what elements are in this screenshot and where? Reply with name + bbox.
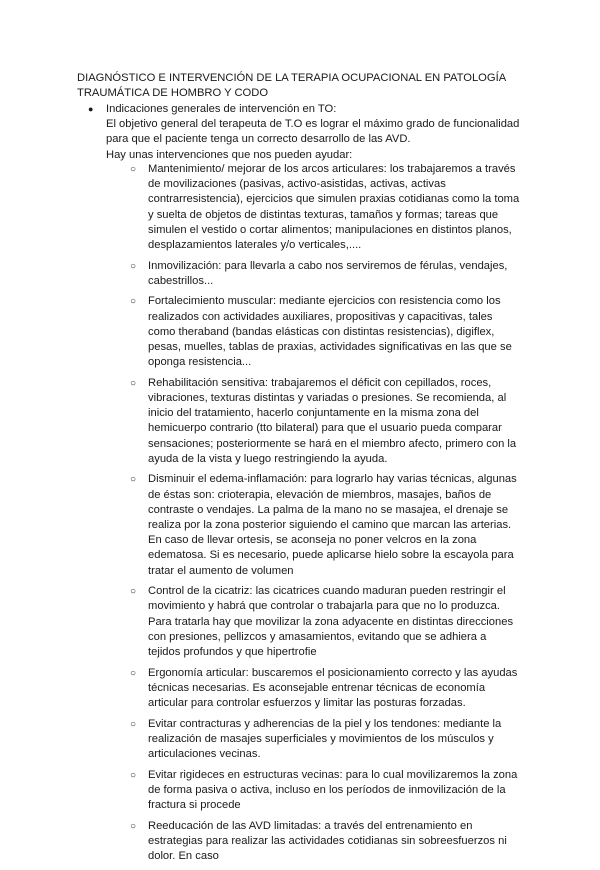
circle-bullet-icon: ○ <box>130 820 137 832</box>
list-item <box>130 376 520 467</box>
circle-bullet-icon: ○ <box>130 377 137 389</box>
list-item-text: Disminuir el edema-inflamación: para lograrlo hay varias técnicas, algunas de éstas son: crioterapia, elevación de miembros, masajes, baños de contraste o vendajes. La palma de la mano no se masajea, el drenaje se realiza por la zona posterior siguiendo el camino que marcan las arterias. <box>148 473 517 532</box>
bullet-icon: ● <box>88 104 94 114</box>
section-heading: Indicaciones generales de intervención en TO: <box>106 103 337 115</box>
section-general-indications <box>88 102 536 163</box>
interventions-list <box>130 162 520 870</box>
list-item <box>130 162 520 253</box>
list-item-text: Mantenimiento/ mejorar de los arcos articulares: los trabajaremos a través de movilizaciones (pasivas, activo-asistidas, activas, activas contrarresistencia), ejercicios que simulen praxias cotidianas como la toma y suelta de objetos de distintas texturas, tamaños y formas; tareas que simulen el vestido o cortar alimentos; manipulaciones en distintos planos, desplazamientos laterales y/o verticales,.... <box>148 163 520 252</box>
list-item-text: Reeducación de las AVD limitadas: a través del entrenamiento en estrategias para realizar las actividades cotidianas sin sobreesfuerzos ni dolor. En caso <box>148 819 507 863</box>
circle-bullet-icon: ○ <box>130 667 137 679</box>
document-title: DIAGNÓSTICO E INTERVENCIÓN DE LA TERAPIA OCUPACIONAL EN PATOLOGÍA TRAUMÁTICA DE HOMBRO Y CODO <box>77 72 506 100</box>
circle-bullet-icon: ○ <box>130 474 137 486</box>
list-item <box>130 584 520 660</box>
circle-bullet-icon: ○ <box>130 586 137 598</box>
list-item <box>130 472 520 578</box>
section-intro: El objetivo general del terapeuta de T.O es lograr el máximo grado de funcionalidad para que el paciente tenga un correcto desarrollo de las AVD. <box>106 118 520 146</box>
list-item-text: Evitar contracturas y adherencias de la piel y los tendones: mediante la realización de masajes superficiales y movimientos de los músculos y articulaciones vecinas. <box>148 717 502 761</box>
circle-bullet-icon: ○ <box>130 769 137 781</box>
circle-bullet-icon: ○ <box>130 260 137 272</box>
list-item <box>130 819 520 865</box>
circle-bullet-icon: ○ <box>130 164 137 175</box>
list-item-text: Evitar rigideces en estructuras vecinas: para lo cual movilizaremos la zona de forma pasiva o activa, incluso en los períodos de inmovilización de la fractura si procede <box>148 768 518 812</box>
list-item-text-continued: En caso de llevar ortesis, se aconseja no poner velcros en la zona edematosa. Si es necesario, puede aplicarse hielo sobre la escayola para tratar el aumento de volumen <box>148 534 514 577</box>
list-item-text: Inmovilización: para llevarla a cabo nos serviremos de férulas, vendajes, cabestrillos... <box>148 259 508 287</box>
list-item-text: Rehabilitación sensitiva: trabajaremos el déficit con cepillados, roces, vibraciones, texturas distintas y variadas o presiones. Se recomienda, al inicio del tratamiento, hacerlo conjuntamente en la misma zona del hemicuerpo contrario (tto bilateral) para que el usuario pueda comparar sensaciones; posteriormente se hará en el miembro afecto, primero con la ayuda de la vista y luego restringiendo la ayuda. <box>148 376 517 465</box>
section-intro-2: Hay unas intervenciones que nos pueden ayudar: <box>106 148 353 161</box>
circle-bullet-icon: ○ <box>130 718 137 730</box>
list-item-text: Control de la cicatriz: las cicatrices cuando maduran pueden restringir el movimiento y habrá que controlar o trabajarla para que no lo produzca. Para tratarla hay que movilizar la zona adyacente en distintas direcciones con presiones, pellizcos y amasamientos, evitando que se adhiera a tejidos profundos y que hipertrofie <box>148 585 514 659</box>
list-item <box>130 294 520 370</box>
list-item <box>130 768 520 814</box>
list-item <box>130 259 520 289</box>
list-item-text: Ergonomía articular: buscaremos el posicionamiento correcto y las ayudas técnicas necesarias. Es aconsejable entrenar técnicas de economía articular para controlar esfuerzos y limitar las posturas forzadas. <box>148 666 518 710</box>
circle-bullet-icon: ○ <box>130 296 137 308</box>
list-item <box>130 717 520 763</box>
list-item <box>130 666 520 712</box>
list-item-text: Fortalecimiento muscular: mediante ejercicios con resistencia como los realizados con actividades auxiliares, propositivas y capacitivas, tales como theraband (bandas elásticas con distintas resistencias), digiflex, pesas, muelles, tablas de praxias, actividades significativas en las que se oponga resistencia... <box>148 295 512 369</box>
